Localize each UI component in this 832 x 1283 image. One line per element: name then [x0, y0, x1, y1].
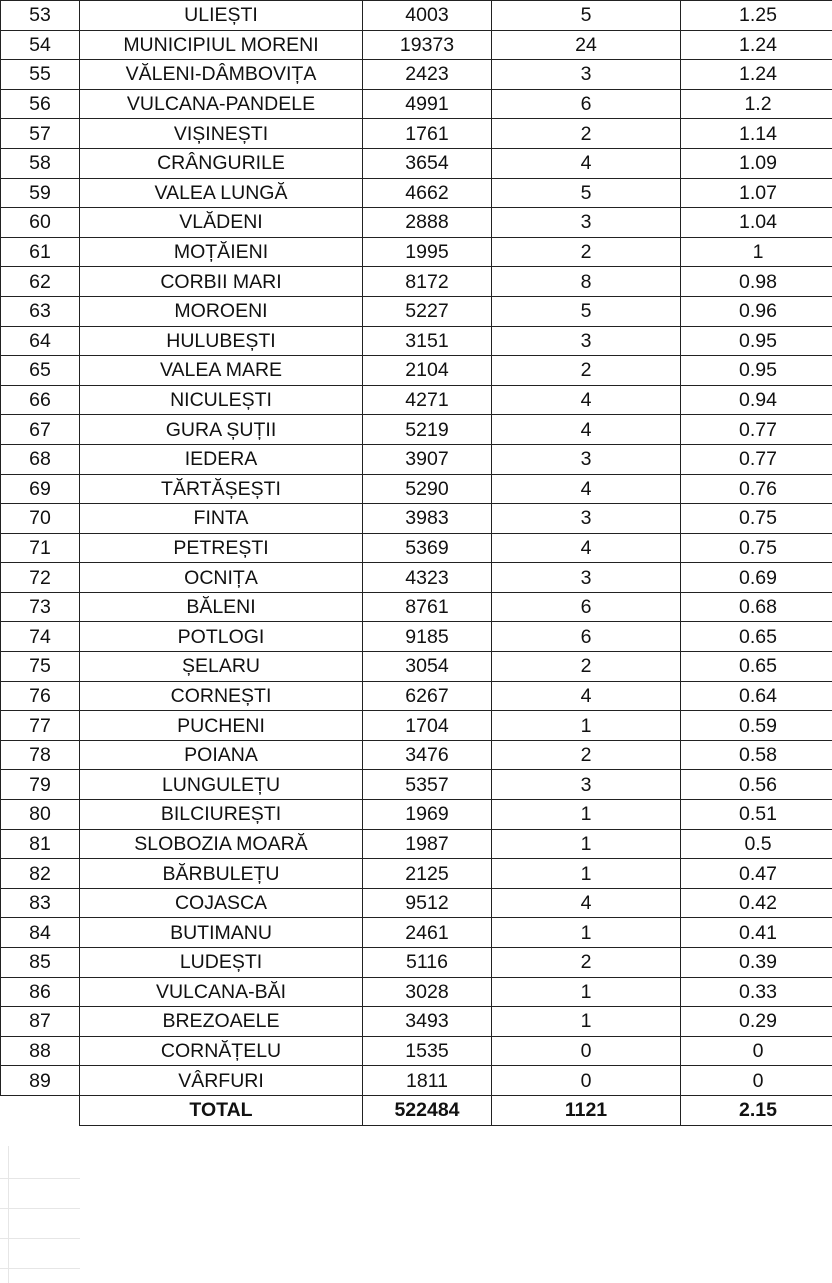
- cell-cases: 2: [492, 237, 681, 267]
- cell-cases: 1: [492, 800, 681, 830]
- cell-number: 67: [1, 415, 80, 445]
- cell-rate: 1.2: [681, 89, 832, 119]
- cell-number: 61: [1, 237, 80, 267]
- table-row: [1, 89, 832, 119]
- cell-cases: 1: [492, 918, 681, 948]
- cell-cases: 3: [492, 326, 681, 356]
- cell-number: 56: [1, 89, 80, 119]
- cell-rate: 1: [681, 237, 832, 267]
- cell-population: 9185: [363, 622, 492, 652]
- cell-number: 80: [1, 800, 80, 830]
- table-row: [1, 770, 832, 800]
- table-row: [1, 800, 832, 830]
- cell-cases: 4: [492, 533, 681, 563]
- cell-population: 2888: [363, 208, 492, 238]
- cell-cases: 5: [492, 1, 681, 31]
- cell-locality: CORNĂȚELU: [80, 1036, 363, 1066]
- cell-population: 1761: [363, 119, 492, 149]
- cell-cases: 5: [492, 178, 681, 208]
- table-row: [1, 60, 832, 90]
- cell-rate: 0.76: [681, 474, 832, 504]
- table-row: [1, 829, 832, 859]
- table-body: [1, 0, 832, 1125]
- cell-rate: 0.75: [681, 504, 832, 534]
- cell-cases: 4: [492, 385, 681, 415]
- table-row: [1, 444, 832, 474]
- cell-number: 83: [1, 888, 80, 918]
- cell-number: 76: [1, 681, 80, 711]
- cell-rate: 0.29: [681, 1007, 832, 1037]
- cell-rate: 0.59: [681, 711, 832, 741]
- cell-cases: 2: [492, 119, 681, 149]
- cell-population: 2125: [363, 859, 492, 889]
- cell-rate: 0.68: [681, 592, 832, 622]
- cell-cases: 24: [492, 30, 681, 60]
- cell-number: 64: [1, 326, 80, 356]
- cell-rate: 1.14: [681, 119, 832, 149]
- table-row: [1, 563, 832, 593]
- cell-locality: COJASCA: [80, 888, 363, 918]
- cell-rate: 0.69: [681, 563, 832, 593]
- table-row: [1, 652, 832, 682]
- table-row: [1, 237, 832, 267]
- empty-grid-row-line: [0, 1208, 80, 1209]
- table-row: [1, 326, 832, 356]
- cell-rate: 0.95: [681, 356, 832, 386]
- cell-number: 58: [1, 148, 80, 178]
- cell-cases: 3: [492, 208, 681, 238]
- cell-number: 62: [1, 267, 80, 297]
- cell-number: 59: [1, 178, 80, 208]
- table-row: [1, 918, 832, 948]
- table-row: [1, 208, 832, 238]
- cell-locality: BREZOAELE: [80, 1007, 363, 1037]
- cell-number: 88: [1, 1036, 80, 1066]
- cell-number: 74: [1, 622, 80, 652]
- empty-grid-column-line: [8, 1146, 9, 1283]
- cell-rate: 0.56: [681, 770, 832, 800]
- cell-population: 5357: [363, 770, 492, 800]
- table-row: [1, 504, 832, 534]
- empty-grid-row-line: [0, 1178, 80, 1179]
- cell-number: 85: [1, 948, 80, 978]
- table-row: [1, 888, 832, 918]
- cell-locality: PUCHENI: [80, 711, 363, 741]
- cell-cases: 1: [492, 1007, 681, 1037]
- cell-locality: POTLOGI: [80, 622, 363, 652]
- table-row: [1, 859, 832, 889]
- cell-number: 77: [1, 711, 80, 741]
- table-row: [1, 681, 832, 711]
- cell-number: 79: [1, 770, 80, 800]
- cell-rate: 0.98: [681, 267, 832, 297]
- table-row: [1, 1066, 832, 1096]
- cell-number: 53: [1, 1, 80, 31]
- cell-rate: 1.25: [681, 1, 832, 31]
- cell-rate: 1.09: [681, 148, 832, 178]
- cell-number: 84: [1, 918, 80, 948]
- cell-locality: PETREȘTI: [80, 533, 363, 563]
- table-row: [1, 592, 832, 622]
- cell-population: 5290: [363, 474, 492, 504]
- cell-cases: 4: [492, 415, 681, 445]
- total-cell-number: [1, 1095, 80, 1125]
- cell-population: 5369: [363, 533, 492, 563]
- cell-rate: 0.58: [681, 740, 832, 770]
- cell-cases: 2: [492, 652, 681, 682]
- cell-locality: OCNIȚA: [80, 563, 363, 593]
- cell-number: 55: [1, 60, 80, 90]
- cell-number: 87: [1, 1007, 80, 1037]
- cell-rate: 0.33: [681, 977, 832, 1007]
- cell-population: 3028: [363, 977, 492, 1007]
- cell-cases: 1: [492, 977, 681, 1007]
- cell-population: 5227: [363, 296, 492, 326]
- cell-number: 82: [1, 859, 80, 889]
- cell-locality: TĂRTĂȘEȘTI: [80, 474, 363, 504]
- cell-rate: 0.77: [681, 444, 832, 474]
- cell-locality: ULIEȘTI: [80, 1, 363, 31]
- cell-number: 71: [1, 533, 80, 563]
- cell-cases: 2: [492, 356, 681, 386]
- cell-cases: 1: [492, 711, 681, 741]
- cell-locality: ȘELARU: [80, 652, 363, 682]
- cell-population: 6267: [363, 681, 492, 711]
- cell-population: 5116: [363, 948, 492, 978]
- table-row: [1, 948, 832, 978]
- table-row: [1, 711, 832, 741]
- cell-population: 3493: [363, 1007, 492, 1037]
- table-row: [1, 622, 832, 652]
- cell-locality: BILCIUREȘTI: [80, 800, 363, 830]
- cell-cases: 6: [492, 592, 681, 622]
- cell-cases: 4: [492, 888, 681, 918]
- cell-locality: MUNICIPIUL MORENI: [80, 30, 363, 60]
- cell-cases: 1: [492, 829, 681, 859]
- table-row: [1, 977, 832, 1007]
- cell-number: 68: [1, 444, 80, 474]
- cell-number: 86: [1, 977, 80, 1007]
- cell-population: 1704: [363, 711, 492, 741]
- table-row: [1, 356, 832, 386]
- cell-population: 8761: [363, 592, 492, 622]
- cell-rate: 0.41: [681, 918, 832, 948]
- cell-population: 9512: [363, 888, 492, 918]
- cell-rate: 1.24: [681, 60, 832, 90]
- cell-cases: 3: [492, 444, 681, 474]
- cell-number: 75: [1, 652, 80, 682]
- table-row: [1, 178, 832, 208]
- cell-number: 63: [1, 296, 80, 326]
- cell-rate: 0: [681, 1066, 832, 1096]
- cell-rate: 0.65: [681, 622, 832, 652]
- cell-locality: HULUBEȘTI: [80, 326, 363, 356]
- cell-population: 1987: [363, 829, 492, 859]
- cell-cases: 3: [492, 504, 681, 534]
- cell-population: 19373: [363, 30, 492, 60]
- cell-locality: VĂLENI-DÂMBOVIȚA: [80, 60, 363, 90]
- cell-cases: 0: [492, 1066, 681, 1096]
- cell-locality: VÂRFURI: [80, 1066, 363, 1096]
- cell-cases: 4: [492, 148, 681, 178]
- cell-locality: VALEA LUNGĂ: [80, 178, 363, 208]
- cell-cases: 3: [492, 60, 681, 90]
- cell-rate: 0.75: [681, 533, 832, 563]
- cell-number: 81: [1, 829, 80, 859]
- cell-cases: 6: [492, 622, 681, 652]
- table-row: [1, 740, 832, 770]
- cell-rate: 0.95: [681, 326, 832, 356]
- cell-number: 54: [1, 30, 80, 60]
- cell-rate: 0.47: [681, 859, 832, 889]
- cell-locality: POIANA: [80, 740, 363, 770]
- table-row: [1, 296, 832, 326]
- cell-locality: LUDEȘTI: [80, 948, 363, 978]
- cell-cases: 1: [492, 859, 681, 889]
- cell-rate: 1.24: [681, 30, 832, 60]
- cell-population: 3654: [363, 148, 492, 178]
- cell-cases: 4: [492, 681, 681, 711]
- cell-cases: 3: [492, 770, 681, 800]
- table-row: [1, 474, 832, 504]
- cell-population: 4323: [363, 563, 492, 593]
- cell-rate: 0.65: [681, 652, 832, 682]
- cell-population: 1535: [363, 1036, 492, 1066]
- total-row: [1, 1095, 832, 1125]
- cell-locality: BĂLENI: [80, 592, 363, 622]
- cell-locality: MOROENI: [80, 296, 363, 326]
- cell-population: 1995: [363, 237, 492, 267]
- cell-number: 72: [1, 563, 80, 593]
- cell-population: 3907: [363, 444, 492, 474]
- cell-locality: IEDERA: [80, 444, 363, 474]
- table-row: [1, 148, 832, 178]
- cell-population: 3054: [363, 652, 492, 682]
- cell-locality: SLOBOZIA MOARĂ: [80, 829, 363, 859]
- cell-rate: 0.64: [681, 681, 832, 711]
- cell-population: 5219: [363, 415, 492, 445]
- cell-locality: LUNGULEȚU: [80, 770, 363, 800]
- cell-number: 70: [1, 504, 80, 534]
- cell-number: 73: [1, 592, 80, 622]
- cell-rate: 0.96: [681, 296, 832, 326]
- cell-population: 3151: [363, 326, 492, 356]
- cell-locality: BUTIMANU: [80, 918, 363, 948]
- cell-cases: 0: [492, 1036, 681, 1066]
- total-cell-rate: 2.15: [681, 1095, 832, 1125]
- cell-rate: 0.94: [681, 385, 832, 415]
- cell-rate: 0.42: [681, 888, 832, 918]
- cell-locality: CORNEȘTI: [80, 681, 363, 711]
- total-cell-cases: 1121: [492, 1095, 681, 1125]
- total-cell-population: 522484: [363, 1095, 492, 1125]
- cell-cases: 2: [492, 740, 681, 770]
- table-row: [1, 1007, 832, 1037]
- empty-grid-row-line: [0, 1268, 80, 1269]
- cell-population: 1969: [363, 800, 492, 830]
- cell-population: 1811: [363, 1066, 492, 1096]
- cell-population: 4662: [363, 178, 492, 208]
- cell-locality: MOȚĂIENI: [80, 237, 363, 267]
- cell-number: 78: [1, 740, 80, 770]
- cell-rate: 0: [681, 1036, 832, 1066]
- total-cell-locality: TOTAL: [80, 1095, 363, 1125]
- cell-number: 89: [1, 1066, 80, 1096]
- cell-cases: 4: [492, 474, 681, 504]
- cell-locality: VALEA MARE: [80, 356, 363, 386]
- cell-locality: VULCANA-PANDELE: [80, 89, 363, 119]
- cell-rate: 0.5: [681, 829, 832, 859]
- cell-rate: 0.39: [681, 948, 832, 978]
- cell-rate: 0.77: [681, 415, 832, 445]
- cell-locality: CRÂNGURILE: [80, 148, 363, 178]
- cell-number: 69: [1, 474, 80, 504]
- cell-locality: NICULEȘTI: [80, 385, 363, 415]
- cell-cases: 3: [492, 563, 681, 593]
- cell-locality: BĂRBULEȚU: [80, 859, 363, 889]
- table-row: [1, 1, 832, 31]
- cell-locality: VIȘINEȘTI: [80, 119, 363, 149]
- cell-population: 2104: [363, 356, 492, 386]
- cell-number: 66: [1, 385, 80, 415]
- empty-grid-row-line: [0, 1238, 80, 1239]
- cell-population: 2461: [363, 918, 492, 948]
- table-row: [1, 30, 832, 60]
- table-row: [1, 415, 832, 445]
- cell-locality: GURA ȘUȚII: [80, 415, 363, 445]
- cell-population: 3983: [363, 504, 492, 534]
- table-row: [1, 267, 832, 297]
- table-row: [1, 1036, 832, 1066]
- cell-cases: 5: [492, 296, 681, 326]
- table-row: [1, 385, 832, 415]
- cell-locality: VLĂDENI: [80, 208, 363, 238]
- cell-population: 4003: [363, 1, 492, 31]
- cell-cases: 6: [492, 89, 681, 119]
- cell-locality: CORBII MARI: [80, 267, 363, 297]
- cell-rate: 1.07: [681, 178, 832, 208]
- cell-number: 57: [1, 119, 80, 149]
- cell-rate: 0.51: [681, 800, 832, 830]
- cell-number: 60: [1, 208, 80, 238]
- cell-population: 4271: [363, 385, 492, 415]
- cell-population: 2423: [363, 60, 492, 90]
- cell-locality: VULCANA-BĂI: [80, 977, 363, 1007]
- cell-population: 8172: [363, 267, 492, 297]
- cell-locality: FINTA: [80, 504, 363, 534]
- cell-cases: 2: [492, 948, 681, 978]
- cell-rate: 1.04: [681, 208, 832, 238]
- table-row: [1, 533, 832, 563]
- cell-population: 4991: [363, 89, 492, 119]
- table-row: [1, 119, 832, 149]
- cell-population: 3476: [363, 740, 492, 770]
- cell-number: 65: [1, 356, 80, 386]
- cell-cases: 8: [492, 267, 681, 297]
